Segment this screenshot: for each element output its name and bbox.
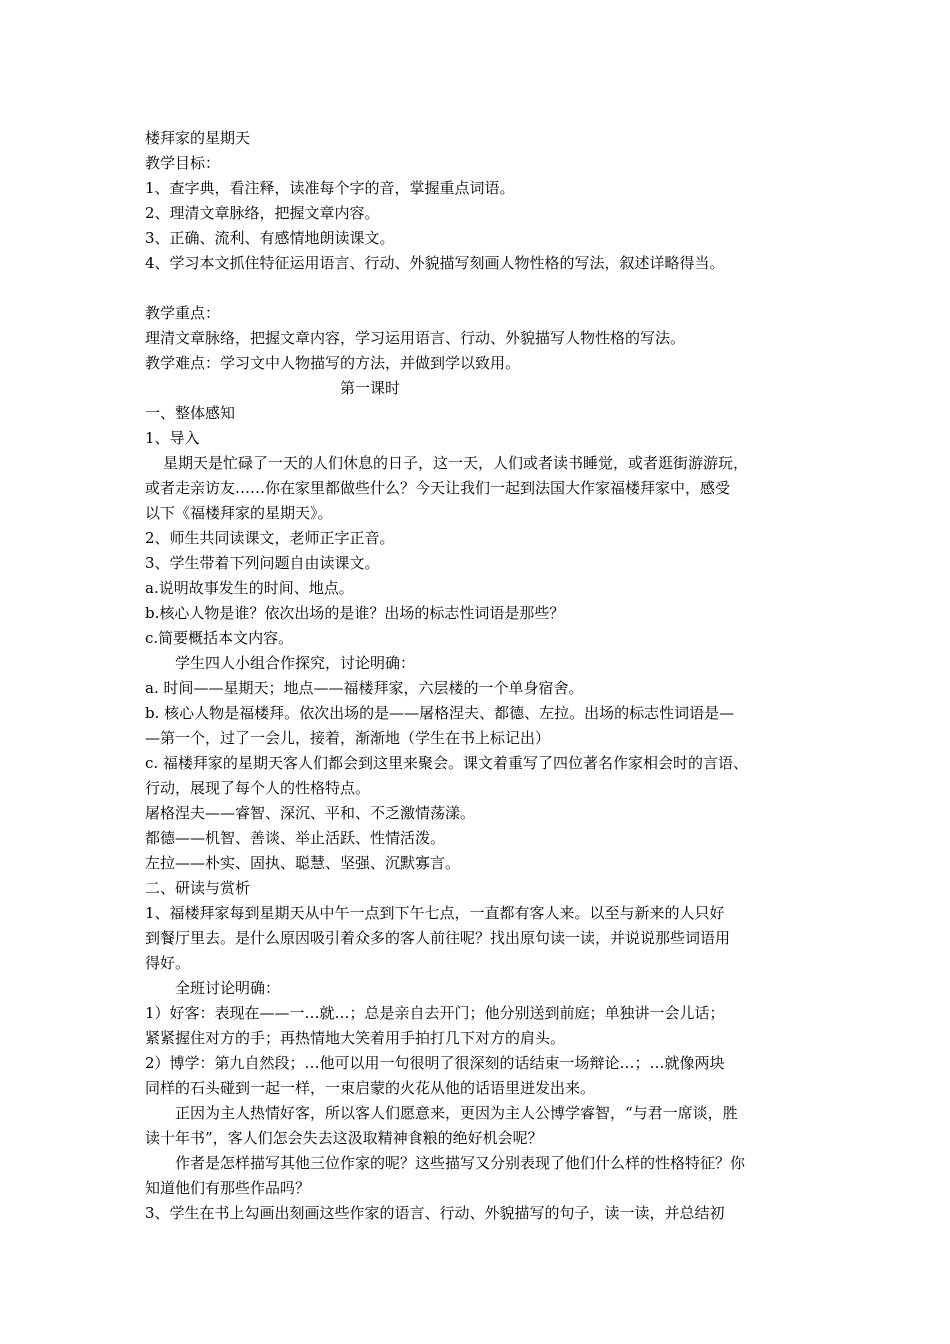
character-trait: 左拉——朴实、固执、聪慧、坚强、沉默寡言。 <box>145 854 461 872</box>
objective-item: 3、正确、流利、有感情地朗读课文。 <box>145 229 395 247</box>
paragraph-line: 星期天是忙碌了一天的人们休息的日子，这一天，人们或者读书睡觉，或者逛街游游玩， <box>163 454 749 472</box>
paragraph-line: 知道他们有那些作品吗？ <box>145 1179 311 1197</box>
step-heading: 3、学生带着下列问题自由读课文。 <box>145 554 380 572</box>
objective-item: 1、查字典，看注释，读准每个字的音，掌握重点词语。 <box>145 179 515 197</box>
answer-item: b. 核心人物是福楼拜。依次出场的是——屠格涅夫、都德、左拉。出场的标志性词语是— <box>145 704 735 722</box>
character-trait: 屠格涅夫——睿智、深沉、平和、不乏激情荡漾。 <box>145 804 476 822</box>
paragraph-line: 得好。 <box>145 954 191 972</box>
step-heading: 1、导入 <box>145 429 200 447</box>
lesson-plan-text <box>145 126 813 1226</box>
paragraph-line: 或者走亲访友……你在家里都做些什么？今天让我们一起到法国大作家福楼拜家中，感受 <box>145 479 731 497</box>
difficulty-text: 教学难点：学习文中人物描写的方法，并做到学以致用。 <box>145 354 521 372</box>
paragraph-line: 紧紧握住对方的手；再热情地大笑着用手拍打几下对方的肩头。 <box>145 1029 566 1047</box>
paragraph-line: 全班讨论明确： <box>175 979 281 997</box>
question-item: b.核心人物是谁？依次出场的是谁？出场的标志性词语是那些？ <box>145 604 565 622</box>
paragraph-line: 作者是怎样描写其他三位作家的呢？这些描写又分别表现了他们什么样的性格特征？你 <box>175 1154 746 1172</box>
paragraph-line: 1）好客：表现在——一…就…；总是亲自去开门；他分别送到前庭；单独讲一会儿话； <box>145 1004 725 1022</box>
answer-item: —第一个，过了一会儿，接着，渐渐地（学生在书上标记出） <box>145 729 551 747</box>
paragraph-line: 2）博学：第九自然段；…他可以用一句很明了很深刻的话结束一场辩论…；…就像两块 <box>145 1054 725 1072</box>
paragraph-line: 3、学生在书上勾画出刻画这些作家的语言、行动、外貌描写的句子，读一读，并总结初 <box>145 1204 725 1222</box>
answer-item: 行动，展现了每个人的性格特点。 <box>145 779 371 797</box>
paragraph-line: 同样的石头碰到一起一样，一束启蒙的火花从他的话语里迸发出来。 <box>145 1079 596 1097</box>
answer-item: a. 时间——星期天；地点——福楼拜家，六层楼的一个单身宿舍。 <box>145 679 584 697</box>
paragraph-line: 学生四人小组合作探究，讨论明确： <box>175 654 416 672</box>
paragraph-line: 以下《福楼拜家的星期天》。 <box>145 504 333 522</box>
paragraph-line: 读十年书”，客人们怎会失去这汲取精神食粮的绝好机会呢？ <box>145 1129 543 1147</box>
section-heading-objectives: 教学目标： <box>145 154 221 172</box>
paragraph-line: 到餐厅里去。是什么原因吸引着众多的客人前往呢？找出原句读一读，并说说那些词语用 <box>145 929 731 947</box>
paragraph-line: 1、福楼拜家每到星期天从中午一点到下午七点，一直都有客人来。以至与新来的人只好 <box>145 904 725 922</box>
paragraph-line: 正因为主人热情好客，所以客人们愿意来，更因为主人公博学睿智，“与君一席谈，胜 <box>175 1104 738 1122</box>
lesson-session-title: 第一课时 <box>340 379 401 397</box>
blank-line <box>145 276 813 301</box>
objective-item: 2、理清文章脉络，把握文章内容。 <box>145 204 380 222</box>
section-heading: 二、研读与赏析 <box>145 879 251 897</box>
step-heading: 2、师生共同读课文，老师正字正音。 <box>145 529 395 547</box>
key-points-text: 理清文章脉络，把握文章内容，学习运用语言、行动、外貌描写人物性格的写法。 <box>145 329 686 347</box>
objective-item: 4、学习本文抓住特征运用语言、行动、外貌描写刻画人物性格的写法，叙述详略得当。 <box>145 254 725 272</box>
doc-title: 楼拜家的星期天 <box>145 129 251 147</box>
answer-item: c. 福楼拜家的星期天客人们都会到这里来聚会。课文着重写了四位著名作家相会时的言语、 <box>145 754 748 772</box>
section-heading: 一、整体感知 <box>145 404 236 422</box>
character-trait: 都德——机智、善谈、举止活跃、性情活泼。 <box>145 829 446 847</box>
question-item: a.说明故事发生的时间、地点。 <box>145 579 354 597</box>
section-heading-key-points: 教学重点： <box>145 304 221 322</box>
question-item: c.简要概括本文内容。 <box>145 629 294 647</box>
